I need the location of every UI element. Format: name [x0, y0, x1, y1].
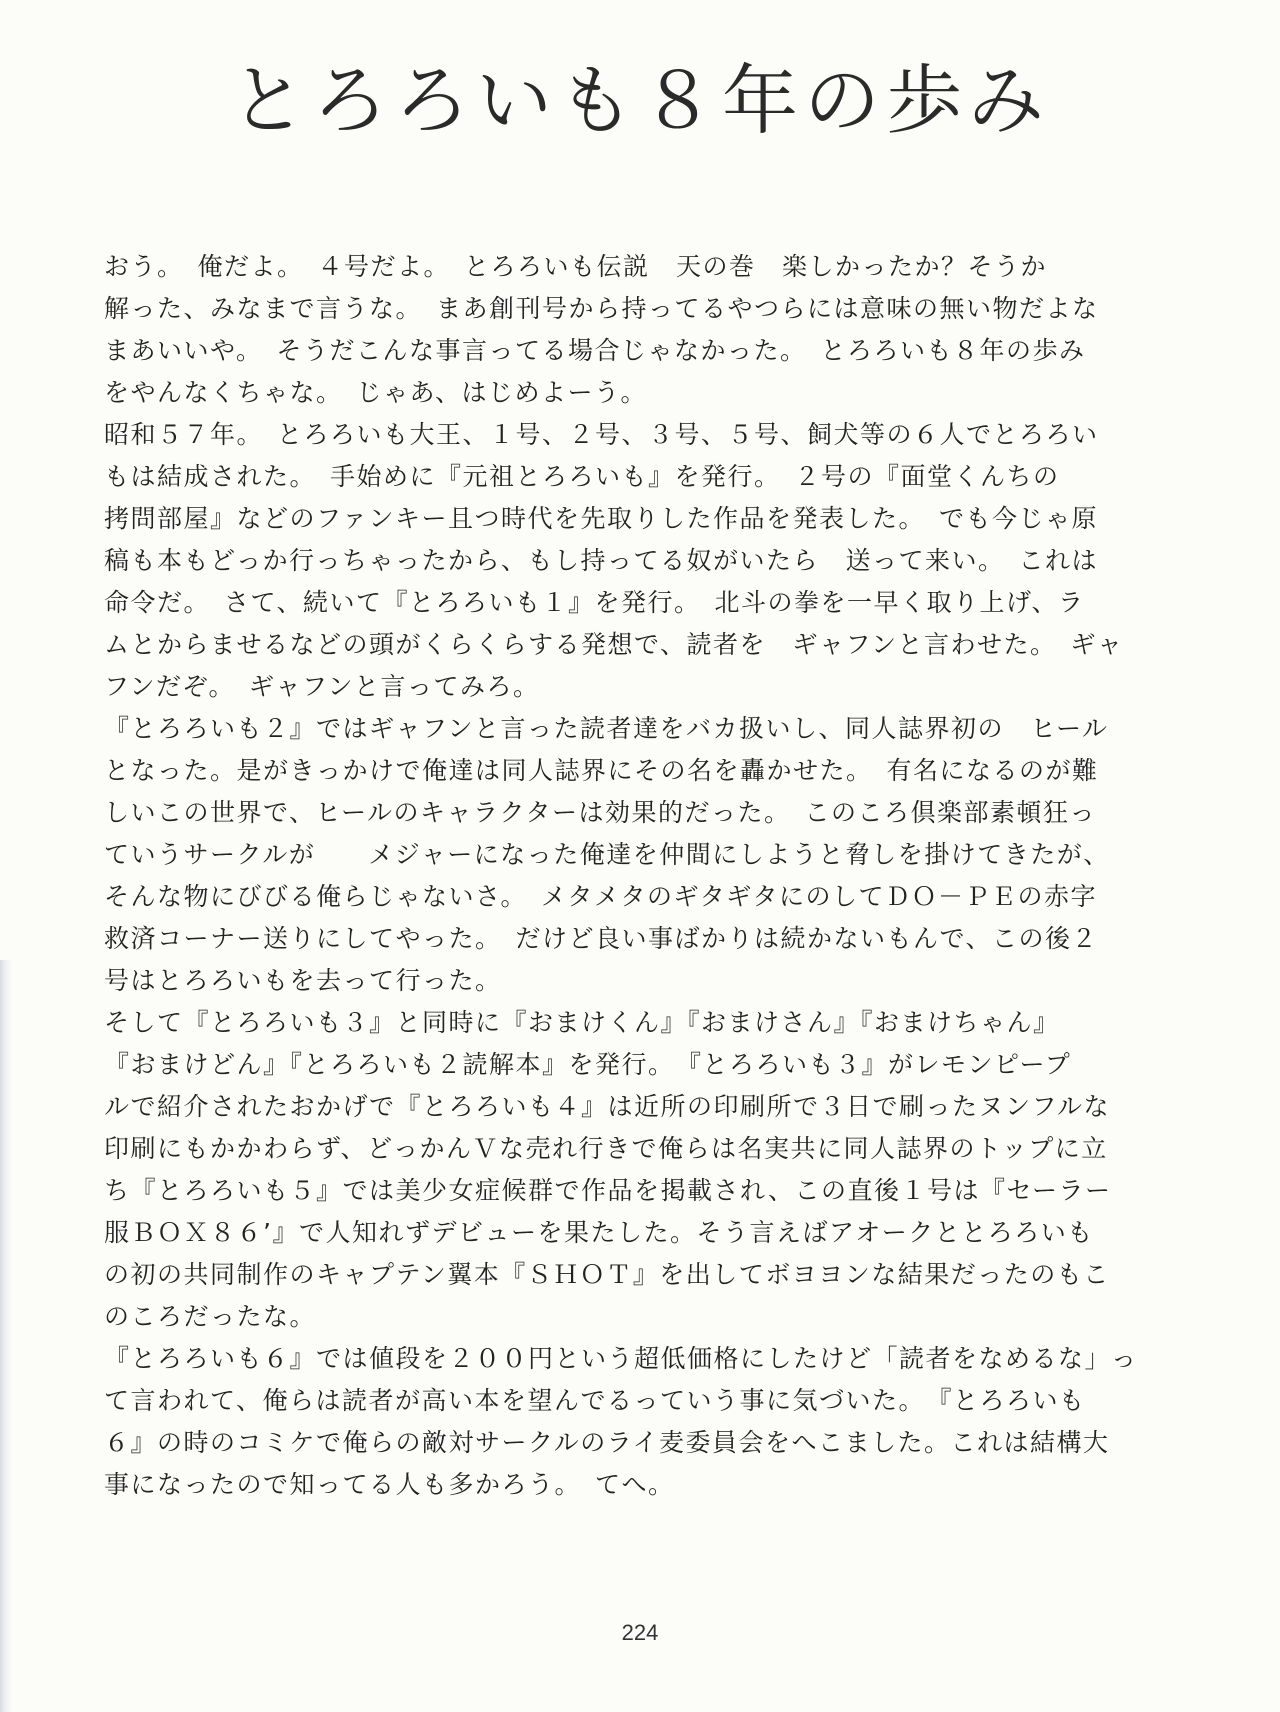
text-line: 号はとろろいもを去って行った。: [104, 966, 502, 995]
page-title: とろろいも８年の歩み: [230, 56, 1050, 145]
text-line: フンだぞ。 ギャフンと言ってみろ。: [104, 672, 540, 701]
text-line: 事になったので知ってる人も多かろう。 てへ。: [104, 1470, 675, 1499]
text-line: そんな物にびびる俺らじゃないさ。 メタメタのギタギタにのしてＤＯ－ＰＥの赤字: [104, 882, 1098, 911]
text-line: 昭和５７年。 とろろいも大王、１号、２号、３号、５号、飼犬等の６人でとろろい: [104, 420, 1099, 449]
text-line: の初の共同制作のキャプテン翼本『ＳＨＯＴ』を出してボヨヨンな結果だったのもこ: [104, 1260, 1110, 1289]
text-line: をやんなくちゃな。 じゃあ、はじめよーう。: [104, 378, 648, 407]
text-line: 命令だ。 さて、続いて『とろろいも１』を発行。 北斗の拳を一早く取り上げ、ラ: [104, 588, 1085, 617]
page-edge-shadow: [0, 960, 12, 1712]
text-line: おう。 俺だよ。 ４号だよ。 とろろいも伝説 天の巻 楽しかったか？そうか: [104, 252, 1048, 281]
text-line: ち『とろろいも５』では美少女症候群で作品を掲載され、この直後１号は『セーラー: [104, 1176, 1112, 1205]
body-text: [104, 246, 1184, 1506]
text-line: のころだったな。: [104, 1302, 317, 1331]
text-line: ルで紹介されたおかげで『とろろいも４』は近所の印刷所で３日で刷ったヌンフルな: [104, 1092, 1111, 1121]
text-line: 救済コーナー送りにしてやった。 だけど良い事ばかりは続かないもんで、この後２: [104, 924, 1099, 953]
text-line: ていうサークルが メジャーになった俺達を仲間にしようと脅しを掛けてきたが、: [104, 840, 1110, 869]
text-line: もは結成された。 手始めに『元祖とろろいも』を発行。 ２号の『面堂くんちの: [104, 462, 1060, 491]
text-line: 印刷にもかかわらず、どっかんＶな売れ行きで俺らは名実共に同人誌界のトップに立: [104, 1134, 1108, 1163]
text-line: 稿も本もどっか行っちゃったから、もし持ってる奴がいたら 送って来い。 これは: [104, 546, 1099, 575]
text-line: ６』の時のコミケで俺らの敵対サークルのライ麦委員会をへこました。これは結構大: [104, 1428, 1110, 1457]
text-line: 『おまけどん』『とろろいも２読解本』を発行。 『とろろいも３』がレモンピープ: [104, 1050, 1072, 1079]
page-number: 224: [621, 1620, 659, 1645]
text-line: て言われて、俺らは読者が高い本を望んでるっていう事に気づいた。 『とろろいも: [104, 1386, 1086, 1415]
text-line: しいこの世界で、ヒールのキャラクターは効果的だった。 このころ倶楽部素頓狂っ: [104, 798, 1097, 827]
text-line: 服ＢＯＸ８６’』で人知れずデビューを果たした。そう言えばアオークととろろいも: [104, 1218, 1094, 1247]
text-line: となった。是がきっかけで俺達は同人誌界にその名を轟かせた。 有名になるのが難: [104, 756, 1099, 785]
text-line: ムとからませるなどの頭がくらくらする発想で、読者を ギャフンと言わせた。 ギャ: [104, 630, 1124, 659]
text-line: 拷問部屋』などのファンキー且つ時代を先取りした作品を発表した。 でも今じゃ原: [104, 504, 1099, 533]
text-line: 解った、みなまで言うな。 まあ創刊号から持ってるやつらには意味の無い物だよな: [104, 294, 1099, 323]
text-line: そして『とろろいも３』と同時に『おまけくん』『おまけさん』『おまけちゃん』: [104, 1008, 1060, 1037]
text-line: 『とろろいも６』では値段を２００円という超低価格にしたけど「読者をなめるな」っ: [104, 1344, 1138, 1373]
text-line: 『とろろいも２』ではギャフンと言った読者達をバカ扱いし、同人誌界初の ヒール: [104, 714, 1109, 743]
text-line: まあいいや。 そうだこんな事言ってる場合じゃなかった。 とろろいも８年の歩み: [104, 336, 1086, 365]
